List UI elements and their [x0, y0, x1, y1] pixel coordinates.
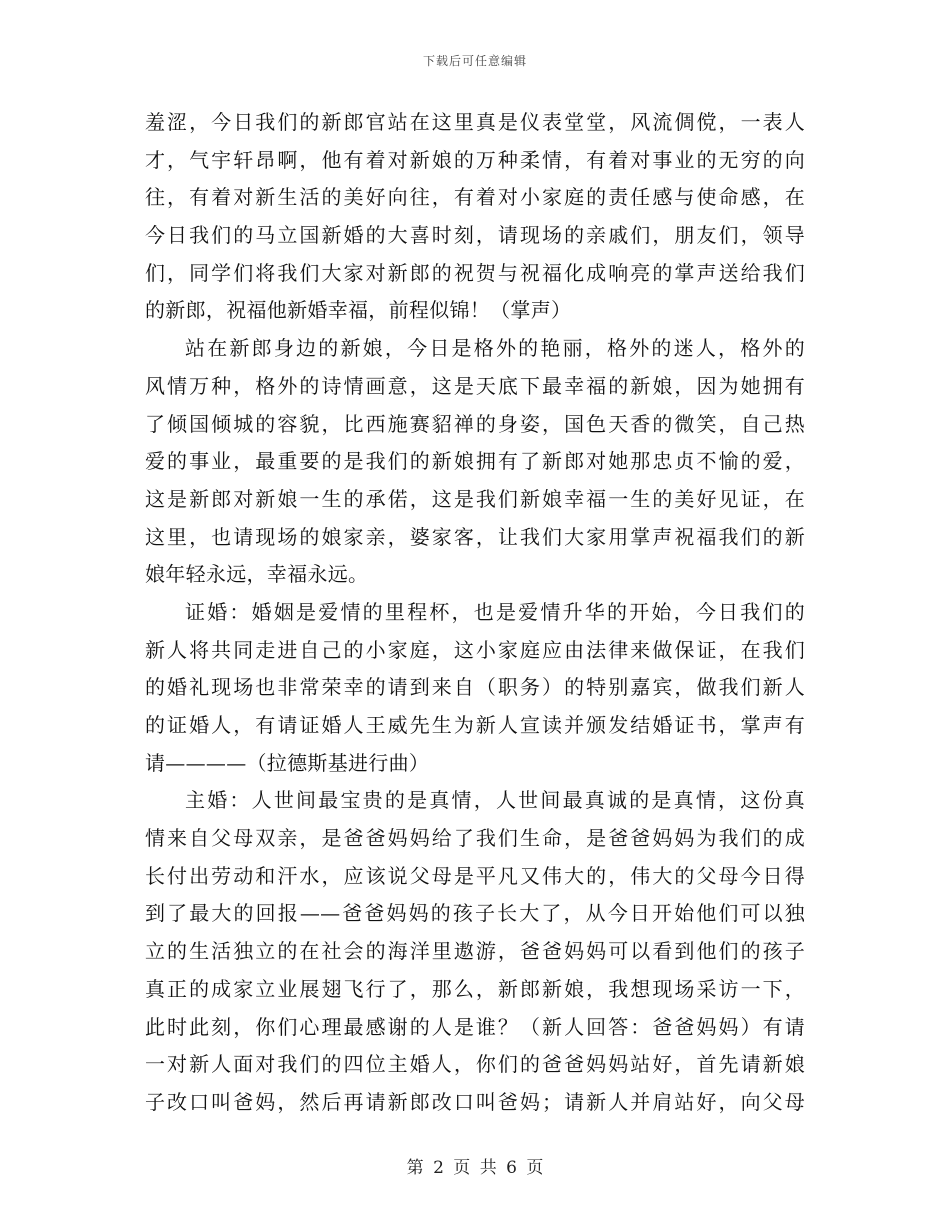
text-line: 的证婚人，有请证婚人王威先生为新人宣读并颁发结婚证书，掌声有: [145, 713, 805, 737]
text-line: 才，气宇轩昂啊，他有着对新娘的万种柔情，有着对事业的无穷的向: [145, 147, 805, 172]
text-line: 们，同学们将我们大家对新郎的祝贺与祝福化成响亮的掌声送给我们: [145, 260, 805, 285]
text-line: 一对新人面对我们的四位主婚人，你们的爸爸妈妈站好，首先请新娘: [145, 1052, 805, 1077]
text-line: 羞涩，今日我们的新郎官站在这里真是仪表堂堂，风流倜傥，一表人: [145, 110, 805, 134]
text-line: 长付出劳动和汗水，应该说父母是平凡又伟大的，伟大的父母今日得: [145, 863, 805, 888]
text-line: 这是新郎对新娘一生的承偌，这是我们新娘幸福一生的美好见证，在: [145, 486, 805, 511]
page-number-footer: 第 2 页 共 6 页: [406, 1158, 544, 1178]
text-line: 这里，也请现场的娘家亲，婆家客，让我们大家用掌声祝福我们的新: [145, 524, 805, 549]
text-line: 请————（拉德斯基进行曲）: [145, 750, 430, 775]
paragraph-bride: [145, 330, 805, 594]
text-line: 今日我们的马立国新婚的大喜时刻，请现场的亲戚们，朋友们，领导: [145, 223, 805, 248]
text-line: 此时此刻，你们心理最感谢的人是谁？（新人回答：爸爸妈妈）有请: [145, 1014, 805, 1039]
text-line: 的新郎，祝福他新婚幸福，前程似锦！（掌声）: [145, 298, 572, 323]
document-body: [145, 104, 805, 1122]
text-line: 情来自父母双亲，是爸爸妈妈给了我们生命，是爸爸妈妈为我们的成: [145, 826, 805, 851]
text-line: 的婚礼现场也非常荣幸的请到来自（职务）的特别嘉宾，做我们新人: [145, 675, 805, 700]
text-line: 爱的事业，最重要的是我们的新娘拥有了新郎对她那忠贞不愉的爱，: [145, 449, 805, 474]
paragraph-witness: [145, 594, 805, 782]
text-line: 子改口叫爸妈，然后再请新郎改口叫爸妈；请新人并肩站好，向父母: [145, 1089, 805, 1114]
text-line: 娘年轻永远，幸福永远。: [145, 562, 369, 587]
text-line: 到了最大的回报——爸爸妈妈的孩子长大了，从今日开始他们可以独: [145, 901, 805, 926]
text-line: 风情万种，格外的诗情画意，这是天底下最幸福的新娘，因为她拥有: [145, 373, 805, 398]
text-line: 站在新郎身边的新娘，今日是格外的艳丽，格外的迷人，格外的: [185, 336, 805, 361]
text-line: 新人将共同走进自己的小家庭，这小家庭应由法律来做保证，在我们: [145, 637, 805, 662]
text-line: 真正的成家立业展翅飞行了，那么，新郎新娘，我想现场采访一下，: [145, 976, 805, 1001]
text-line: 证婚：婚姻是爱情的里程杯，也是爱情升华的开始，今日我们的: [185, 599, 805, 624]
page-header: 下载后可任意编辑: [422, 54, 527, 68]
text-line: 了倾国倾城的容貌，比西施赛貂禅的身姿，国色天香的微笑，自己热: [145, 411, 805, 436]
paragraph-groom: [145, 104, 805, 330]
text-line: 往，有着对新生活的美好向往，有着对小家庭的责任感与使命感，在: [145, 185, 805, 210]
paragraph-officiant: [145, 782, 805, 1121]
text-line: 立的生活独立的在社会的海洋里遨游，爸爸妈妈可以看到他们的孩子: [145, 939, 805, 964]
text-line: 主婚：人世间最宝贵的是真情，人世间最真诚的是真情，这份真: [185, 788, 805, 813]
